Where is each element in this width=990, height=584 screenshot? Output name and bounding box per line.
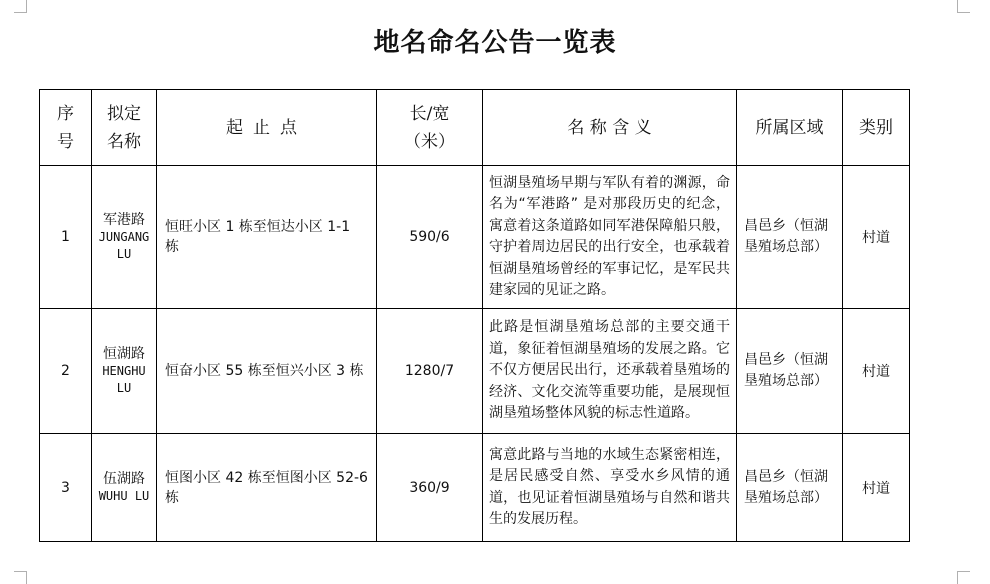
cell-size: 1280/7 <box>377 309 483 434</box>
cell-region: 昌邑乡（恒湖垦殖场总部） <box>737 309 843 434</box>
cell-size: 590/6 <box>377 166 483 309</box>
table-row <box>40 166 910 309</box>
table-row <box>40 309 910 434</box>
page-corner-mark <box>14 0 27 13</box>
document-title: 地名命名公告一览表 <box>373 28 617 58</box>
page-corner-mark <box>957 571 970 584</box>
road-name: 恒湖路 <box>103 345 145 362</box>
cell-range: 恒旺小区 1 栋至恒达小区 1-1 栋 <box>157 166 377 309</box>
page-corner-mark <box>957 0 970 13</box>
table-header-row <box>40 90 910 166</box>
road-pinyin: HENGHU LU <box>102 363 146 395</box>
cell-index: 2 <box>40 309 92 434</box>
road-name: 军港路 <box>103 211 145 228</box>
header-meaning: 名 称 含 义 <box>483 90 737 166</box>
cell-index: 3 <box>40 434 92 542</box>
header-category: 类别 <box>843 90 910 166</box>
naming-table <box>39 89 910 542</box>
page-corner-mark <box>14 571 27 584</box>
header-range: 起止点 <box>157 90 377 166</box>
header-region: 所属区域 <box>737 90 843 166</box>
cell-range: 恒奋小区 55 栋至恒兴小区 3 栋 <box>157 309 377 434</box>
cell-range: 恒图小区 42 栋至恒图小区 52-6 栋 <box>157 434 377 542</box>
cell-category: 村道 <box>843 309 910 434</box>
cell-region: 昌邑乡（恒湖垦殖场总部） <box>737 166 843 309</box>
cell-meaning: 此路是恒湖垦殖场总部的主要交通干道，象征着恒湖垦殖场的发展之路。它不仅方便居民出行，还承载着垦殖场的经济、文化交流等重要功能，是展现恒湖垦殖场整体风貌的标志性道路。 <box>483 309 737 434</box>
road-pinyin: JUNGANG LU <box>98 229 150 261</box>
cell-name <box>92 434 157 542</box>
cell-index: 1 <box>40 166 92 309</box>
table-row <box>40 434 910 542</box>
header-index: 序 号 <box>40 90 92 166</box>
cell-region: 昌邑乡（恒湖垦殖场总部） <box>737 434 843 542</box>
cell-category: 村道 <box>843 434 910 542</box>
cell-name <box>92 166 157 309</box>
cell-size: 360/9 <box>377 434 483 542</box>
cell-meaning: 寓意此路与当地的水域生态紧密相连，是居民感受自然、享受水乡风情的通道，也见证着恒湖垦殖场与自然和谐共生的发展历程。 <box>483 434 737 542</box>
cell-meaning: 恒湖垦殖场早期与军队有着的渊源，命名为“军港路” 是对那段历史的纪念，寓意着这条道路如同军港保障船只般，守护着周边居民的出行安全，也承载着恒湖垦殖场曾经的军事记忆，是军民共建家园的见证之路。 <box>483 166 737 309</box>
road-name: 伍湖路 <box>103 470 145 487</box>
cell-name <box>92 309 157 434</box>
cell-category: 村道 <box>843 166 910 309</box>
header-name: 拟定 名称 <box>92 90 157 166</box>
road-pinyin: WUHU LU <box>98 488 150 503</box>
header-size: 长/宽 （米） <box>377 90 483 166</box>
